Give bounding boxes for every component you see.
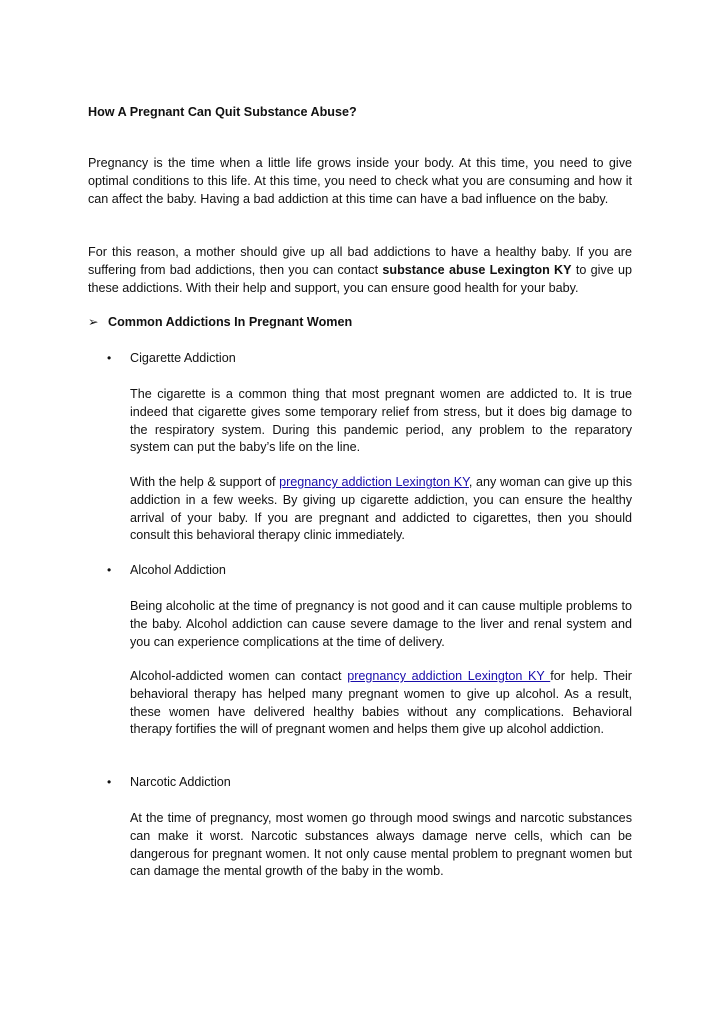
cigarette-paragraph-1: The cigarette is a common thing that most pregnant women are addicted to. It is true indeed that cigarette gives some temporary relief from stress, but it does big damage to the respiratory system. During this pandemic period, any problem to the reparatory system can put the baby’s life on the line. xyxy=(130,387,632,455)
pregnancy-addiction-link[interactable]: pregnancy addiction Lexington KY xyxy=(279,475,469,489)
intro-paragraph-1: Pregnancy is the time when a little life grows inside your body. At this time, you need to give optimal conditions to this life. At this time, you need to check what you are consuming and how it can affect the baby. Having a bad addiction at this time can have a bad influence on the baby. xyxy=(88,156,632,206)
arrow-bullet-icon: ➢ xyxy=(88,315,99,329)
pregnancy-addiction-link[interactable]: pregnancy addiction Lexington KY xyxy=(347,669,551,683)
list-item-label: Narcotic Addiction xyxy=(130,775,231,789)
alcohol-paragraph-1: Being alcoholic at the time of pregnancy is not good and it can cause multiple problems to the baby. Alcohol addiction can cause severe damage to the liver and renal system and you can experience complications at the time of delivery. xyxy=(130,599,632,649)
list-item-alcohol xyxy=(107,562,226,580)
bold-keyword: substance abuse Lexington KY xyxy=(382,262,572,277)
alcohol-paragraph-2: Alcohol-addicted women can contact pregnancy addiction Lexington KY for help. Their behavioral therapy has helped many pregnant women to give up alcohol. As a result, these women have delivered healthy babies without any complications. Behavioral therapy fortifies the will of pregnant women and helps them give up alcohol addiction. xyxy=(130,669,632,737)
list-item-cigarette xyxy=(107,350,236,368)
list-item-label: Cigarette Addiction xyxy=(130,351,236,365)
section-heading-text: Common Addictions In Pregnant Women xyxy=(108,315,353,329)
bullet-icon: • xyxy=(107,775,112,789)
narcotic-paragraph-1: At the time of pregnancy, most women go through mood swings and narcotic substances can make it worst. Narcotic substances always damage nerve cells, which can be dangerous for pregnant women. It not only cause mental problem to pregnant women but can damage the mental growth of the baby in the womb. xyxy=(130,811,632,879)
section-heading xyxy=(88,314,352,332)
list-item-narcotic xyxy=(107,774,231,792)
cigarette-paragraph-2: With the help & support of pregnancy addiction Lexington KY, any woman can give up this addiction in a few weeks. By giving up cigarette addiction, you can ensure the healthy arrival of your baby. If you are pregnant and addicted to cigarettes, then you should consult this behavioral therapy clinic immediately. xyxy=(130,475,632,543)
bullet-icon: • xyxy=(107,351,112,365)
list-item-label: Alcohol Addiction xyxy=(130,563,226,577)
document-title: How A Pregnant Can Quit Substance Abuse? xyxy=(88,105,357,119)
intro-paragraph-2: For this reason, a mother should give up all bad addictions to have a healthy baby. If you are suffering from bad addictions, then you can contact substance abuse Lexington KY to give up these addictions. With their help and support, you can ensure good health for your baby. xyxy=(88,245,632,295)
bullet-icon: • xyxy=(107,563,112,577)
